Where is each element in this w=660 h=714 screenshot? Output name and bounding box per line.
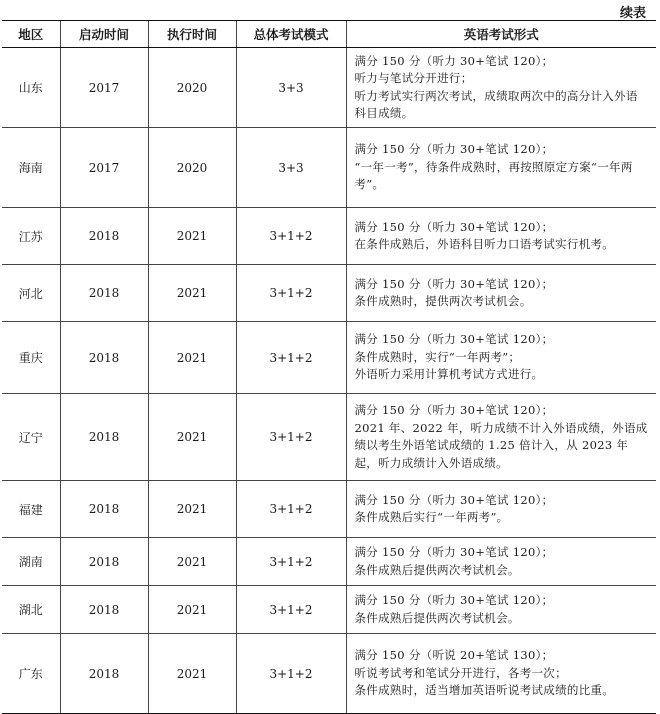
region-cell: 江苏 bbox=[2, 208, 60, 265]
start-time-cell: 2018 bbox=[60, 481, 148, 538]
exec-time-cell: 2021 bbox=[148, 394, 236, 481]
start-time-cell: 2018 bbox=[60, 538, 148, 586]
exec-time-cell: 2021 bbox=[148, 538, 236, 586]
english-form-cell bbox=[346, 538, 656, 586]
header-exec-time: 执行时间 bbox=[148, 21, 236, 48]
exam-mode-cell: 3+3 bbox=[236, 128, 346, 208]
exam-mode-cell: 3+1+2 bbox=[236, 481, 346, 538]
form-line: 听说考试考和笔试分开进行，各考一次； bbox=[354, 665, 567, 680]
start-time-cell: 2018 bbox=[60, 322, 148, 394]
start-time-cell: 2017 bbox=[60, 48, 148, 128]
form-line: 外语听力采用计算机考试方式进行。 bbox=[354, 367, 544, 382]
region-cell: 重庆 bbox=[2, 322, 60, 394]
table-row bbox=[2, 634, 656, 714]
form-line: 满分 150 分（听力 30+笔试 120）； bbox=[354, 593, 554, 607]
english-form-cell bbox=[346, 394, 656, 481]
form-line: 条件成熟时，适当增加英语听说考试成绩的比重。 bbox=[354, 683, 615, 698]
exam-mode-cell: 3+1+2 bbox=[236, 265, 346, 322]
table-row bbox=[2, 208, 656, 265]
form-line: “一年一考”，待条件成熟时，再按照原定方案“一年两考”。 bbox=[354, 159, 633, 192]
region-cell: 湖南 bbox=[2, 538, 60, 586]
english-form-cell bbox=[346, 481, 656, 538]
form-line: 满分 150 分（听力 30+笔试 120）； bbox=[354, 219, 554, 234]
table-row bbox=[2, 265, 656, 322]
header-region: 地区 bbox=[2, 21, 60, 48]
table-row bbox=[2, 538, 656, 586]
start-time-cell: 2018 bbox=[60, 586, 148, 634]
exec-time-cell: 2021 bbox=[148, 634, 236, 714]
english-form-cell bbox=[346, 265, 656, 322]
form-line: 条件成熟时，实行“一年两考”； bbox=[354, 349, 521, 364]
exec-time-cell: 2020 bbox=[148, 128, 236, 208]
form-line: 满分 150 分（听说 20+笔试 130）； bbox=[354, 648, 554, 663]
exam-table bbox=[2, 20, 656, 714]
start-time-cell: 2018 bbox=[60, 394, 148, 481]
header-start-time: 启动时间 bbox=[60, 21, 148, 48]
form-line: 满分 150 分（听力 30+笔试 120）； bbox=[354, 276, 554, 291]
exec-time-cell: 2021 bbox=[148, 322, 236, 394]
header-english-form: 英语考试形式 bbox=[346, 21, 656, 48]
exam-mode-cell: 3+3 bbox=[236, 48, 346, 128]
exam-mode-cell: 3+1+2 bbox=[236, 208, 346, 265]
exam-mode-cell: 3+1+2 bbox=[236, 394, 346, 481]
form-line: 条件成熟后实行“一年两考”。 bbox=[354, 510, 509, 524]
exec-time-cell: 2021 bbox=[148, 586, 236, 634]
table-row bbox=[2, 394, 656, 481]
english-form-cell bbox=[346, 586, 656, 634]
form-line: 满分 150 分（听力 30+笔试 120）； bbox=[354, 545, 554, 559]
exam-mode-cell: 3+1+2 bbox=[236, 634, 346, 714]
exec-time-cell: 2021 bbox=[148, 265, 236, 322]
form-line: 条件成熟后提供两次考试机会。 bbox=[354, 610, 520, 625]
english-form-cell bbox=[346, 128, 656, 208]
form-line: 听力与笔试分开进行； bbox=[354, 71, 473, 85]
form-line: 满分 150 分（听力 30+笔试 120）； bbox=[354, 53, 554, 68]
exam-mode-cell: 3+1+2 bbox=[236, 538, 346, 586]
header-exam-mode: 总体考试模式 bbox=[236, 21, 346, 48]
region-cell: 福建 bbox=[2, 481, 60, 538]
exec-time-cell: 2021 bbox=[148, 208, 236, 265]
table-row bbox=[2, 586, 656, 634]
start-time-cell: 2018 bbox=[60, 208, 148, 265]
english-form-cell bbox=[346, 208, 656, 265]
region-cell: 广东 bbox=[2, 634, 60, 714]
region-cell: 海南 bbox=[2, 128, 60, 208]
form-line: 听力考试实行两次考试，成绩取两次中的高分计入外语科目成绩。 bbox=[354, 88, 638, 120]
form-line: 条件成熟时，提供两次考试机会。 bbox=[354, 294, 532, 308]
table-row bbox=[2, 322, 656, 394]
region-cell: 山东 bbox=[2, 48, 60, 128]
form-line: 在条件成熟后，外语科目听力口语考试实行机考。 bbox=[354, 237, 615, 251]
exec-time-cell: 2020 bbox=[148, 48, 236, 128]
form-line: 2021 年、2022 年，听力成绩不计入外语成绩，外语成绩以考生外语笔试成绩的 1.25 倍计入，从 2023 年起，听力成绩计入外语成绩。 bbox=[354, 420, 648, 470]
start-time-cell: 2018 bbox=[60, 265, 148, 322]
english-form-cell bbox=[346, 322, 656, 394]
region-cell: 湖北 bbox=[2, 586, 60, 634]
table-row bbox=[2, 481, 656, 538]
start-time-cell: 2017 bbox=[60, 128, 148, 208]
exam-mode-cell: 3+1+2 bbox=[236, 322, 346, 394]
form-line: 满分 150 分（听力 30+笔试 120）； bbox=[354, 403, 554, 417]
region-cell: 河北 bbox=[2, 265, 60, 322]
region-cell: 辽宁 bbox=[2, 394, 60, 481]
table-body bbox=[2, 48, 656, 714]
form-line: 满分 150 分（听力 30+笔试 120）； bbox=[354, 332, 554, 347]
table-row bbox=[2, 48, 656, 128]
start-time-cell: 2018 bbox=[60, 634, 148, 714]
english-form-cell bbox=[346, 48, 656, 128]
continued-label: 续表 bbox=[619, 6, 646, 21]
table-row bbox=[2, 128, 656, 208]
header-row bbox=[2, 21, 656, 48]
form-line: 满分 150 分（听力 30+笔试 120）； bbox=[354, 142, 554, 157]
form-line: 条件成熟后提供两次考试机会。 bbox=[354, 562, 520, 577]
form-line: 满分 150 分（听力 30+笔试 120）； bbox=[354, 492, 554, 507]
english-form-cell bbox=[346, 634, 656, 714]
exec-time-cell: 2021 bbox=[148, 481, 236, 538]
exam-mode-cell: 3+1+2 bbox=[236, 586, 346, 634]
